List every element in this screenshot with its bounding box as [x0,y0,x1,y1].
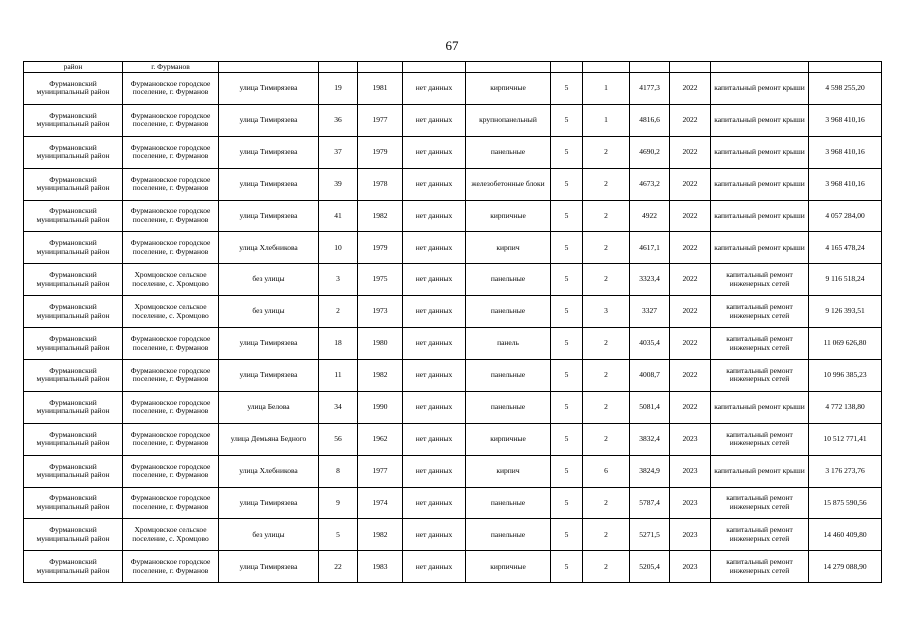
cell-settlement: Фурмановское городское поселение, г. Фурманов [123,487,219,519]
cell-house: 5 [319,519,358,551]
cell-cost: 10 512 771,41 [809,423,882,455]
cell-settlement: Фурмановское городское поселение, г. Фурманов [123,423,219,455]
cell-year: 1974 [358,487,403,519]
cell-extra: нет данных [403,200,466,232]
table-row [24,551,882,583]
cell-cost: 14 279 088,90 [809,551,882,583]
cell-district: Фурмановский муниципальный район [24,360,123,392]
table-row [24,200,882,232]
cell-area: 3824,9 [630,455,670,487]
table-row [24,73,882,105]
cell-area: 4690,2 [630,136,670,168]
cell-house: 11 [319,360,358,392]
cell-house: 56 [319,423,358,455]
cell-plan-year: 2022 [670,200,711,232]
cell-floors: 5 [551,200,583,232]
cell-house: 36 [319,104,358,136]
cell-district: Фурмановский муниципальный район [24,168,123,200]
cell-district: Фурмановский муниципальный район [24,200,123,232]
cell-area: 5081,4 [630,391,670,423]
cell-material: панельные [466,264,551,296]
cell-plan-year: 2022 [670,104,711,136]
cell-extra: нет данных [403,168,466,200]
cell-material: панельные [466,136,551,168]
cell-settlement: Фурмановское городское поселение, г. Фурманов [123,455,219,487]
cell-extra: нет данных [403,296,466,328]
cell-material: панельные [466,296,551,328]
cell-extra: нет данных [403,391,466,423]
table-row [24,232,882,264]
cell-street: улица Тимирязева [219,551,319,583]
cell-cost: 3 968 410,16 [809,168,882,200]
cell-street: улица Тимирязева [219,168,319,200]
cell-street: без улицы [219,296,319,328]
cell-year: 1973 [358,296,403,328]
cell-street: улица Хлебникова [219,232,319,264]
cell-material: кирпичные [466,423,551,455]
cell-cost: 4 772 138,80 [809,391,882,423]
cell-entrances: 2 [583,551,630,583]
cell-settlement: Фурмановское городское поселение, г. Фурманов [123,328,219,360]
cell-work: капитальный ремонт инженерных сетей [711,264,809,296]
cell-year: 1981 [358,73,403,105]
cell-district: Фурмановский муниципальный район [24,264,123,296]
cell-area: 5271,5 [630,519,670,551]
cell-entrances: 1 [583,104,630,136]
table-row [24,328,882,360]
table-row [24,391,882,423]
cell-floors: 5 [551,455,583,487]
cell-year: 1980 [358,328,403,360]
cell-entrances: 2 [583,232,630,264]
cell-entrances: 2 [583,360,630,392]
cell-plan-year: 2022 [670,73,711,105]
cell-cost: 3 968 410,16 [809,136,882,168]
cell-material: панельные [466,360,551,392]
cell-material [466,62,551,73]
cell-cost: 14 460 409,80 [809,519,882,551]
cell-work: капитальный ремонт инженерных сетей [711,296,809,328]
cell-house: 2 [319,296,358,328]
cell-floors: 5 [551,551,583,583]
cell-district: Фурмановский муниципальный район [24,328,123,360]
cell-floors: 5 [551,73,583,105]
cell-entrances: 2 [583,487,630,519]
cell-plan-year: 2022 [670,328,711,360]
cell-house: 18 [319,328,358,360]
cell-material: кирпичные [466,551,551,583]
cell-street: улица Тимирязева [219,360,319,392]
cell-year: 1990 [358,391,403,423]
cell-plan-year: 2022 [670,391,711,423]
housing-repair-table [23,61,882,583]
cell-entrances: 2 [583,423,630,455]
cell-floors: 5 [551,519,583,551]
table-row [24,455,882,487]
cell-area: 4816,6 [630,104,670,136]
cell-entrances: 3 [583,296,630,328]
cell-entrances: 2 [583,168,630,200]
cell-settlement: Хромцовское сельское поселение, с. Хромцово [123,264,219,296]
cell-year: 1982 [358,360,403,392]
cell-material: панельные [466,487,551,519]
cell-work: капитальный ремонт инженерных сетей [711,328,809,360]
cell-house: 3 [319,264,358,296]
cell-settlement: г. Фурманов [123,62,219,73]
cell-district: район [24,62,123,73]
cell-area [630,62,670,73]
cell-district: Фурмановский муниципальный район [24,487,123,519]
cell-material: кирпич [466,455,551,487]
cell-entrances: 2 [583,136,630,168]
cell-cost: 4 165 478,24 [809,232,882,264]
cell-work: капитальный ремонт инженерных сетей [711,519,809,551]
cell-floors: 5 [551,168,583,200]
cell-work: капитальный ремонт крыши [711,136,809,168]
cell-district: Фурмановский муниципальный район [24,136,123,168]
cell-extra: нет данных [403,104,466,136]
cell-plan-year: 2022 [670,232,711,264]
cell-year: 1983 [358,551,403,583]
cell-area: 3832,4 [630,423,670,455]
cell-material: панельные [466,519,551,551]
cell-floors [551,62,583,73]
cell-material: железобетонные блоки [466,168,551,200]
cell-settlement: Фурмановское городское поселение, г. Фурманов [123,168,219,200]
cell-work: капитальный ремонт инженерных сетей [711,551,809,583]
cell-street: улица Тимирязева [219,487,319,519]
cell-cost [809,62,882,73]
cell-settlement: Фурмановское городское поселение, г. Фурманов [123,391,219,423]
cell-floors: 5 [551,232,583,264]
cell-floors: 5 [551,391,583,423]
cell-extra: нет данных [403,136,466,168]
cell-street: улица Тимирязева [219,136,319,168]
cell-year: 1978 [358,168,403,200]
cell-work: капитальный ремонт крыши [711,455,809,487]
cell-year: 1979 [358,136,403,168]
cell-settlement: Фурмановское городское поселение, г. Фурманов [123,360,219,392]
page-number: 67 [445,38,459,53]
cell-year: 1977 [358,455,403,487]
cell-plan-year: 2023 [670,423,711,455]
table-row [24,136,882,168]
cell-material: кирпичные [466,73,551,105]
cell-area: 5205,4 [630,551,670,583]
cell-entrances: 2 [583,519,630,551]
cell-cost: 9 126 393,51 [809,296,882,328]
cell-area: 3323,4 [630,264,670,296]
cell-street: без улицы [219,264,319,296]
cell-cost: 15 875 590,56 [809,487,882,519]
cell-district: Фурмановский муниципальный район [24,455,123,487]
cell-street [219,62,319,73]
table-row [24,487,882,519]
cell-street: улица Тимирязева [219,200,319,232]
cell-work: капитальный ремонт крыши [711,391,809,423]
cell-floors: 5 [551,296,583,328]
cell-extra: нет данных [403,423,466,455]
cell-floors: 5 [551,136,583,168]
cell-settlement: Фурмановское городское поселение, г. Фурманов [123,104,219,136]
cell-house: 8 [319,455,358,487]
cell-entrances: 6 [583,455,630,487]
cell-floors: 5 [551,264,583,296]
cell-entrances: 2 [583,200,630,232]
cell-house: 10 [319,232,358,264]
cell-entrances: 2 [583,264,630,296]
cell-street: улица Хлебникова [219,455,319,487]
cell-cost: 3 968 410,16 [809,104,882,136]
cell-floors: 5 [551,104,583,136]
cell-cost: 3 176 273,76 [809,455,882,487]
cell-street: улица Тимирязева [219,328,319,360]
cell-work: капитальный ремонт крыши [711,73,809,105]
cell-plan-year: 2022 [670,360,711,392]
cell-district: Фурмановский муниципальный район [24,519,123,551]
cell-work: капитальный ремонт крыши [711,200,809,232]
cell-plan-year: 2023 [670,487,711,519]
cell-plan-year: 2022 [670,296,711,328]
cell-settlement: Фурмановское городское поселение, г. Фурманов [123,200,219,232]
cell-plan-year: 2022 [670,264,711,296]
cell-plan-year: 2023 [670,455,711,487]
cell-cost: 11 069 626,80 [809,328,882,360]
cell-settlement: Фурмановское городское поселение, г. Фурманов [123,551,219,583]
cell-year: 1982 [358,200,403,232]
cell-floors: 5 [551,423,583,455]
cell-extra: нет данных [403,328,466,360]
table-row [24,264,882,296]
cell-street: улица Белова [219,391,319,423]
cell-entrances: 2 [583,391,630,423]
cell-house: 22 [319,551,358,583]
cell-floors: 5 [551,360,583,392]
cell-area: 3327 [630,296,670,328]
cell-street: улица Тимирязева [219,73,319,105]
table-row [24,296,882,328]
cell-work: капитальный ремонт крыши [711,168,809,200]
table-row [24,168,882,200]
table-row [24,104,882,136]
cell-extra: нет данных [403,264,466,296]
cell-district: Фурмановский муниципальный район [24,296,123,328]
table-row-partial [24,62,882,73]
cell-material: панель [466,328,551,360]
cell-cost: 9 116 518,24 [809,264,882,296]
cell-material: панельные [466,391,551,423]
cell-area: 4008,7 [630,360,670,392]
cell-settlement: Фурмановское городское поселение, г. Фурманов [123,136,219,168]
cell-cost: 4 057 284,00 [809,200,882,232]
cell-entrances [583,62,630,73]
cell-year [358,62,403,73]
cell-extra: нет данных [403,360,466,392]
cell-material: кирпичные [466,200,551,232]
cell-area: 4035,4 [630,328,670,360]
table-row [24,360,882,392]
cell-work [711,62,809,73]
cell-material: кирпич [466,232,551,264]
cell-house: 41 [319,200,358,232]
cell-area: 4673,2 [630,168,670,200]
cell-cost: 10 996 385,23 [809,360,882,392]
cell-floors: 5 [551,487,583,519]
cell-entrances: 1 [583,73,630,105]
cell-year: 1977 [358,104,403,136]
cell-extra: нет данных [403,73,466,105]
cell-extra: нет данных [403,519,466,551]
cell-work: капитальный ремонт крыши [711,104,809,136]
cell-work: капитальный ремонт инженерных сетей [711,487,809,519]
cell-extra: нет данных [403,551,466,583]
cell-plan-year [670,62,711,73]
cell-settlement: Хромцовское сельское поселение, с. Хромцово [123,296,219,328]
cell-house: 9 [319,487,358,519]
cell-street: улица Демьяна Бедного [219,423,319,455]
cell-district: Фурмановский муниципальный район [24,423,123,455]
cell-settlement: Хромцовское сельское поселение, с. Хромцово [123,519,219,551]
cell-year: 1979 [358,232,403,264]
cell-house: 34 [319,391,358,423]
cell-extra: нет данных [403,455,466,487]
cell-extra: нет данных [403,232,466,264]
cell-house: 37 [319,136,358,168]
cell-work: капитальный ремонт крыши [711,232,809,264]
cell-district: Фурмановский муниципальный район [24,104,123,136]
cell-district: Фурмановский муниципальный район [24,73,123,105]
cell-year: 1975 [358,264,403,296]
cell-year: 1962 [358,423,403,455]
cell-house [319,62,358,73]
cell-plan-year: 2022 [670,168,711,200]
cell-plan-year: 2023 [670,551,711,583]
cell-extra: нет данных [403,487,466,519]
cell-area: 4617,1 [630,232,670,264]
cell-street: без улицы [219,519,319,551]
cell-district: Фурмановский муниципальный район [24,551,123,583]
cell-floors: 5 [551,328,583,360]
table-row [24,519,882,551]
cell-settlement: Фурмановское городское поселение, г. Фурманов [123,73,219,105]
cell-area: 4177,3 [630,73,670,105]
cell-work: капитальный ремонт инженерных сетей [711,423,809,455]
cell-house: 39 [319,168,358,200]
cell-area: 5787,4 [630,487,670,519]
cell-street: улица Тимирязева [219,104,319,136]
cell-year: 1982 [358,519,403,551]
cell-district: Фурмановский муниципальный район [24,391,123,423]
cell-entrances: 2 [583,328,630,360]
cell-plan-year: 2022 [670,136,711,168]
cell-house: 19 [319,73,358,105]
cell-district: Фурмановский муниципальный район [24,232,123,264]
cell-cost: 4 598 255,20 [809,73,882,105]
cell-extra [403,62,466,73]
cell-work: капитальный ремонт инженерных сетей [711,360,809,392]
cell-settlement: Фурмановское городское поселение, г. Фурманов [123,232,219,264]
cell-area: 4922 [630,200,670,232]
cell-plan-year: 2023 [670,519,711,551]
table-row [24,423,882,455]
cell-material: крупнопанельный [466,104,551,136]
